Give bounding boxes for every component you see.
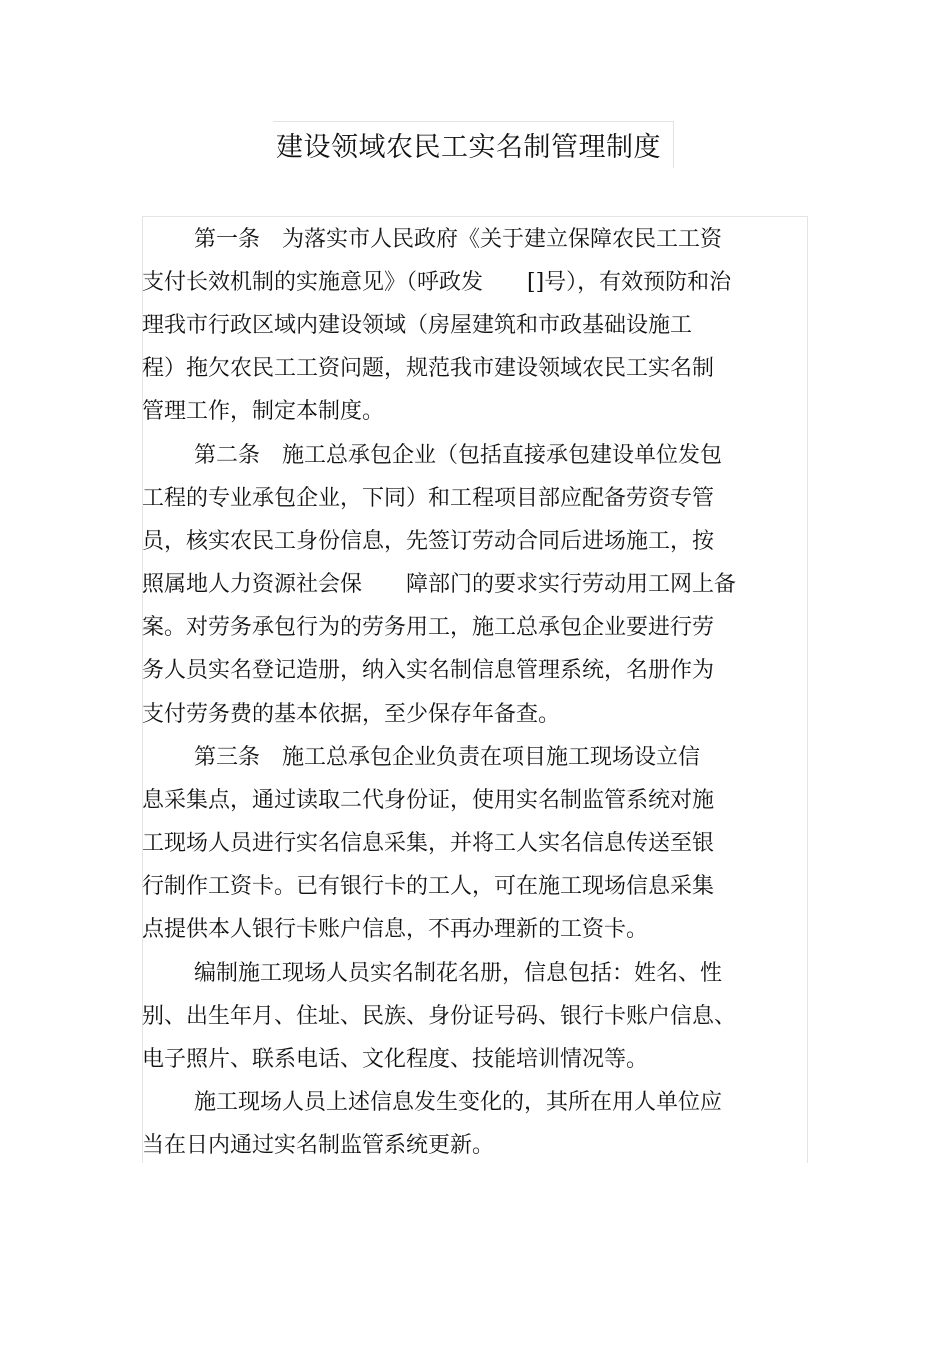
article-1-line-3: 理我市行政区域内建设领域（房屋建筑和市政基础设施工 (142, 313, 693, 338)
article-3-line-3: 工现场人员进行实名信息采集，并将工人实名信息传送至银 (142, 831, 715, 856)
article-2-line-7: 支付劳务费的基本依据，至少保存年备查。 (142, 702, 561, 727)
article-3-line-2: 息采集点，通过读取二代身份证，使用实名制监管系统对施 (142, 788, 715, 813)
article-2-line-3: 员，核实农民工身份信息，先签订劳动合同后进场施工，按 (142, 529, 715, 554)
document-title: 建设领域农民工实名制管理制度 (276, 132, 661, 163)
article-1-line-1: 第一条 为落实市人民政府《关于建立保障农民工工资 (194, 227, 723, 252)
roster-paragraph-line-2: 别、出生年月、住址、民族、身份证号码、银行卡账户信息、 (142, 1004, 737, 1029)
article-2-line-4: 照属地人力资源社会保 障部门的要求实行劳动用工网上备 (142, 572, 737, 597)
update-paragraph-line-2: 当在日内通过实名制监管系统更新。 (142, 1133, 495, 1158)
article-1-line-5: 管理工作，制定本制度。 (142, 399, 385, 424)
article-3-line-5: 点提供本人银行卡账户信息，不再办理新的工资卡。 (142, 917, 649, 942)
article-1-line-2: 支付长效机制的实施意见》（呼政发 []号），有效预防和治 (142, 270, 732, 295)
roster-paragraph-line-3: 电子照片、联系电话、文化程度、技能培训情况等。 (142, 1047, 649, 1072)
article-2-line-2: 工程的专业承包企业，下同）和工程项目部应配备劳资专管 (142, 486, 715, 511)
article-3-line-1: 第三条 施工总承包企业负责在项目施工现场设立信 (194, 745, 701, 770)
roster-paragraph-line-1: 编制施工现场人员实名制花名册，信息包括：姓名、性 (194, 961, 723, 986)
article-1-line-4: 程）拖欠农民工工资问题，规范我市建设领域农民工实名制 (142, 356, 715, 381)
update-paragraph-line-1: 施工现场人员上述信息发生变化的，其所在用人单位应 (194, 1090, 723, 1115)
article-3-line-4: 行制作工资卡。已有银行卡的工人，可在施工现场信息采集 (142, 874, 715, 899)
article-2-line-1: 第二条 施工总承包企业（包括直接承包建设单位发包 (194, 443, 723, 468)
article-2-line-6: 务人员实名登记造册，纳入实名制信息管理系统，名册作为 (142, 658, 715, 683)
article-2-line-5: 案。对劳务承包行为的劳务用工，施工总承包企业要进行劳 (142, 615, 715, 640)
